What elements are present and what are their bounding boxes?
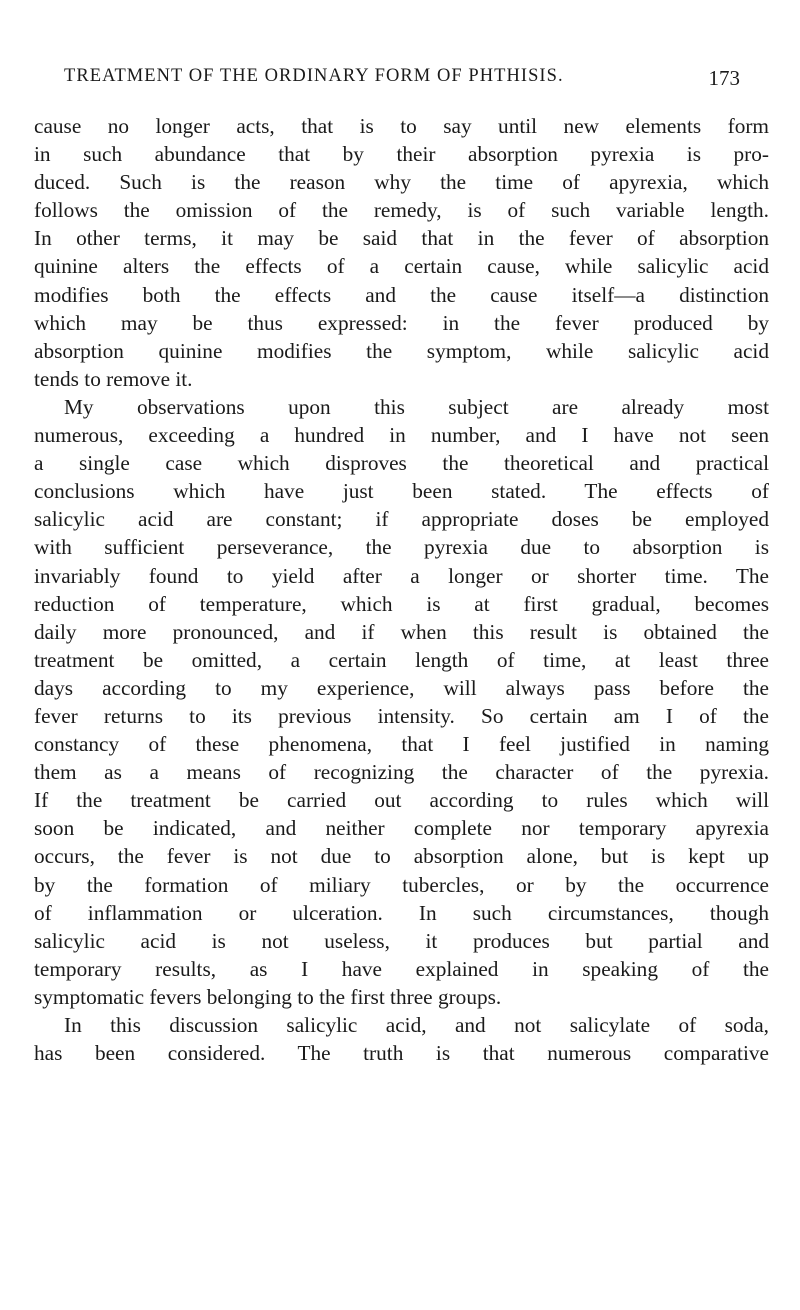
text-line: temporary results, as I have explained in speaking of the	[34, 956, 769, 981]
text-line: daily more pronounced, and if when this result is obtained the	[34, 619, 769, 644]
running-title: TREATMENT OF THE ORDINARY FORM OF PHTHISIS.	[64, 66, 564, 86]
text-line: absorption quinine modifies the symptom, while salicylic acid	[34, 338, 769, 363]
body-text	[34, 112, 769, 1067]
text-line: constancy of these phenomena, that I feel justified in naming	[34, 732, 769, 757]
text-line: quinine alters the effects of a certain cause, while salicylic acid	[34, 254, 769, 279]
text-line: a single case which disproves the theoretical and practical	[34, 451, 769, 476]
text-line: If the treatment be carried out according to rules which will	[34, 788, 769, 813]
text-line: conclusions which have just been stated. The effects of	[34, 479, 769, 504]
text-line: which may be thus expressed: in the fever produced by	[34, 310, 769, 335]
text-line: treatment be omitted, a certain length of time, at least three	[34, 647, 769, 672]
text-line: modifies both the effects and the cause itself—a distinction	[34, 282, 769, 307]
text-line: of inflammation or ulceration. In such circumstances, though	[34, 900, 769, 925]
text-line: fever returns to its previous intensity. So certain am I of the	[34, 703, 769, 728]
text-line: salicylic acid is not useless, it produces but partial and	[34, 928, 769, 953]
text-line: soon be indicated, and neither complete nor temporary apyrexia	[34, 816, 769, 841]
text-line: by the formation of miliary tubercles, or by the occurrence	[34, 872, 769, 897]
text-line: days according to my experience, will always pass before the	[34, 675, 769, 700]
text-line: In this discussion salicylic acid, and not salicylate of soda,	[64, 1013, 769, 1037]
running-head	[64, 66, 740, 96]
text-line: cause no longer acts, that is to say until new elements form	[34, 114, 769, 138]
text-line: occurs, the fever is not due to absorption alone, but is kept up	[34, 844, 769, 869]
text-line: in such abundance that by their absorption pyrexia is pro-	[34, 142, 769, 167]
book-page	[34, 0, 769, 1310]
text-line: salicylic acid are constant; if appropriate doses be employed	[34, 507, 769, 532]
text-line: duced. Such is the reason why the time of apyrexia, which	[34, 170, 769, 195]
text-line: symptomatic fevers belonging to the first three groups.	[34, 984, 502, 1009]
text-line: tends to remove it.	[34, 366, 193, 391]
text-line: follows the omission of the remedy, is of such variable length.	[34, 198, 769, 223]
text-line: with sufficient perseverance, the pyrexia due to absorption is	[34, 535, 769, 560]
text-line: numerous, exceeding a hundred in number, and I have not seen	[34, 423, 769, 448]
text-line: them as a means of recognizing the character of the pyrexia.	[34, 760, 769, 785]
text-line: has been considered. The truth is that numerous comparative	[34, 1041, 769, 1066]
text-line: reduction of temperature, which is at first gradual, becomes	[34, 591, 769, 616]
page-number: 173	[708, 66, 740, 90]
text-line: In other terms, it may be said that in the fever of absorption	[34, 226, 769, 251]
text-line: invariably found to yield after a longer or shorter time. The	[34, 563, 769, 588]
text-line: My observations upon this subject are already most	[64, 394, 769, 419]
